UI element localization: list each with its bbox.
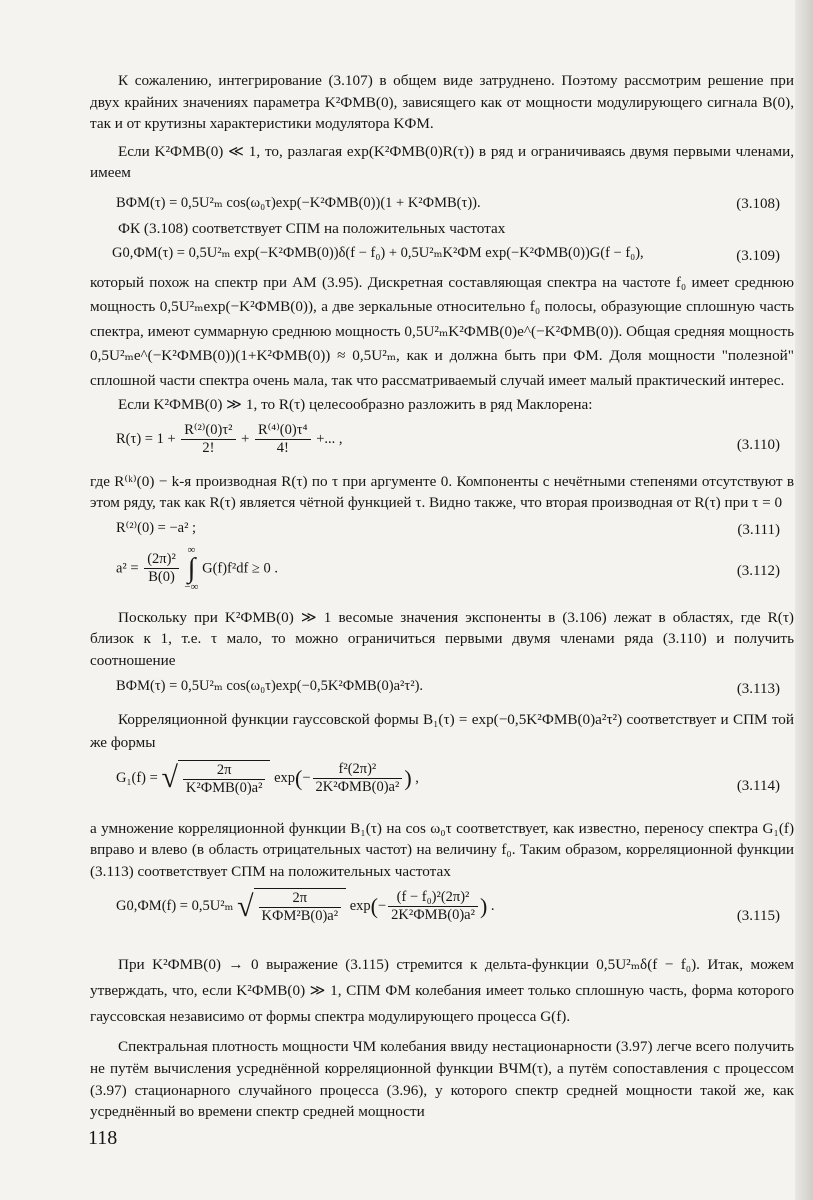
equation-3-111: R⁽²⁾(0) = −a² ; (3.111) [116, 519, 780, 538]
equation-number: (3.108) [736, 195, 780, 212]
equation-number: (3.112) [736, 562, 780, 579]
paragraph: а умножение корреляционной функции B₁(τ) на cos ω₀τ соответствует, как известно, переносу спектра G₁(f) вправо и влево (в область отрицательных частот) на величину f₀. Таким образом, корреляционной функции (3.113) соответствует СПМ на положительных частотах [90, 819, 794, 880]
equation-3-113: BФМ(τ) = 0,5U²ₘ cos(ω₀τ)exp(−0,5K²ФМB(0)a²τ²). (3.113) [116, 678, 780, 697]
equation-number: (3.113) [736, 680, 780, 697]
equation-number: (3.115) [736, 908, 780, 925]
paragraph: При K²ФМB(0) → 0 выражение (3.115) стремится к дельта-функции 0,5U²ₘδ(f − f₀). Итак, можем утверждать, что, если K²ФМB(0) ≫ 1, СПМ ФМ колебания имеет только сплошную часть, форма которого гауссовская независимо от формы спектра модулирующего процесса G(f). [90, 956, 794, 1026]
equation-3-110: R(τ) = 1 + $\frac{\text{R⁽²⁾(0)τ²}}{2!}$ + $\frac{\text{R⁽⁴⁾(0)τ⁴}}{4!}$ +... , (3.110) [116, 421, 780, 456]
paragraph: Если K²ФМB(0) ≪ 1, то, разлагая exp(K²ФМB(0)R(τ)) в ряд и ограничиваясь двумя первыми членами, имеем [90, 142, 794, 182]
equation-3-109: G0,ФМ(τ) = 0,5U²ₘ exp(−K²ФМB(0))δ(f − f₀) + 0,5U²ₘK²ФМ exp(−K²ФМB(0))G(f − f₀), (3.109) [112, 245, 780, 264]
document-page [90, 64, 794, 1123]
equation-3-114: G₁(f) = √ $\frac{2\pi}{\text{K²ФМB(0)a²}}$ exp(− $\frac{\text{f²(2π)²}}{\text{2K²ФМB(0)a²}}$ ) , (3.114) [116, 760, 780, 796]
equation-number: (3.111) [737, 521, 780, 538]
paragraph: который похож на спектр при АМ (3.95). Дискретная составляющая спектра на частоте f₀ имеет среднюю мощность 0,5U²ₘexp(−K²ФМB(0)), а две зеркальные относительно f₀ полосы, образующие сплошную часть спектра, имеют суммарную среднюю мощность 0,5U²ₘK²ФМB(0)e^(−K²ФМB(0)). Общая средняя мощность 0,5U²ₘe^(−K²ФМB(0))(1+K²ФМB(0)) ≈ 0,5U²ₘ, как и должна быть при ФМ. Доля мощности "полезной" сплошной части спектра очень мала, так что рассматриваемый случай имеет малый практический интерес. [90, 273, 794, 389]
paragraph: ФК (3.108) соответствует СПМ на положительных частотах [118, 219, 506, 237]
equation-3-115: G0,ФМ(f) = 0,5U²ₘ √ $\frac{2\pi}{\text{KФМ²B(0)a²}}$ exp(− $\frac{\text{(f − f₀)²(2π)²}}{\text{2K²ФМB(0)a²}}$ ) . (3.115) [116, 889, 780, 925]
equation-number: (3.109) [736, 247, 780, 264]
equation-number: (3.110) [736, 436, 780, 453]
paragraph: К сожалению, интегрирование (3.107) в общем виде затруднено. Поэтому рассмотрим решение при двух крайних значениях параметра K²ФМB(0), зависящего как от мощности модулирующего сигнала B(0), так и от крутизны характеристики модулятора KФМ. [90, 72, 794, 133]
equation-3-112: a² = $\frac{\text{(2π)²}}{B(0)}$ ∞ ∫ −∞ G(f)f²df ≥ 0 . (3.112) [116, 543, 780, 593]
integral-sign: ∞ ∫ −∞ [184, 543, 199, 593]
page-edge-shadow [795, 0, 813, 1200]
page-number: 118 [88, 1127, 118, 1149]
paragraph: Поскольку при K²ФМB(0) ≫ 1 весомые значения экспоненты в (3.106) лежат в областях, где R(τ) близок к 1, т.е. τ мало, то можно ограничиться первыми двумя членами ряда (3.110) и получить соотношение [90, 608, 794, 670]
equation-number: (3.114) [736, 777, 780, 794]
equation-3-108: BФМ(τ) = 0,5U²ₘ cos(ω₀τ)exp(−K²ФМB(0))(1 + K²ФМB(τ)). (3.108) [116, 194, 780, 212]
paragraph: Корреляционной функции гауссовской формы B₁(τ) = exp(−0,5K²ФМB(0)a²τ²) соответствует и СПМ той же формы [90, 710, 794, 751]
paragraph: Спектральная плотность мощности ЧМ колебания ввиду нестационарности (3.97) легче всего получить не путём вычисления усреднённой корреляционной функции BЧМ(τ), а путём сопоставления с процессом (3.97) стационарного случайного процесса (3.96), у которого спектр средней мощности такой же, как усреднённый во времени спектр средней мощности [90, 1038, 794, 1121]
paragraph: Если K²ФМB(0) ≫ 1, то R(τ) целесообразно разложить в ряд Маклорена: [118, 396, 593, 414]
paragraph: где R⁽ᵏ⁾(0) − k-я производная R(τ) по τ при аргументе 0. Компоненты с нечётными степенями отсутствуют в этом ряду, так как R(τ) является чётной функцией τ. Видно также, что вторая производная от R(τ) при τ = 0 [90, 472, 794, 512]
